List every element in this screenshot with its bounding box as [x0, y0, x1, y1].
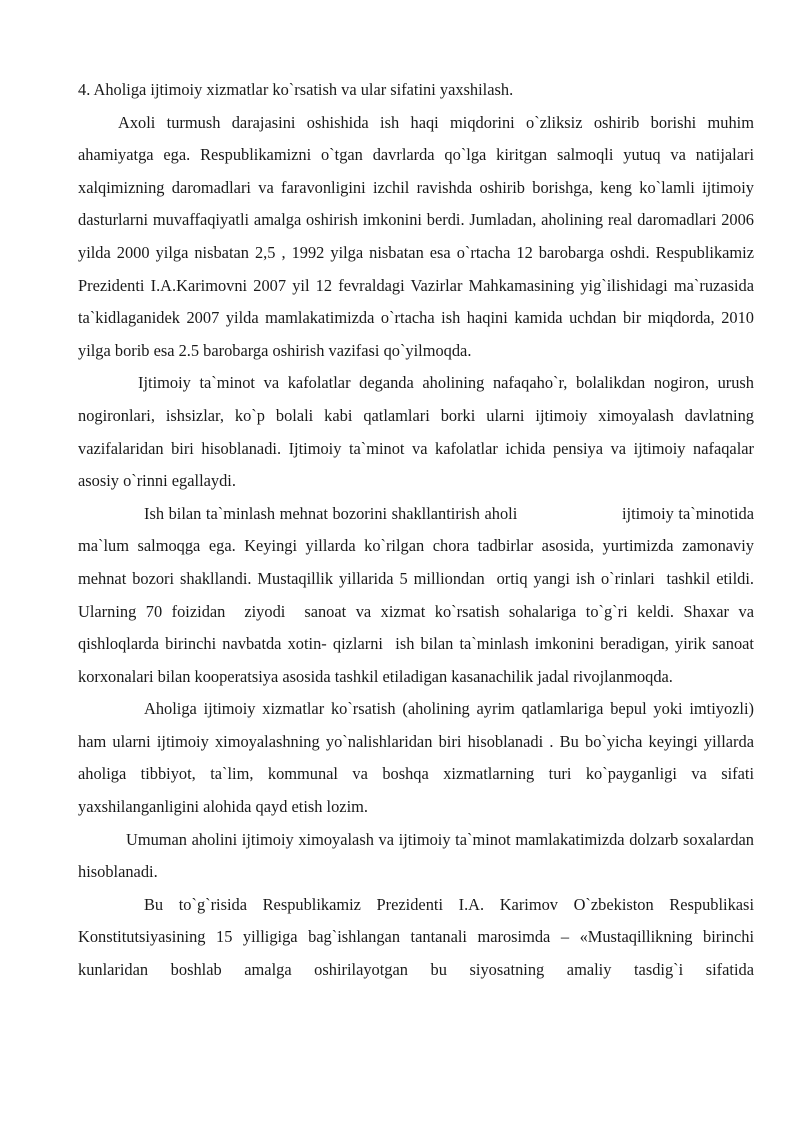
section-heading: 4. Aholiga ijtimoiy xizmatlar ko`rsatish va ular sifatini yaxshilash. — [78, 80, 514, 99]
document-page — [78, 74, 763, 987]
paragraph-employment: Ish bilan ta`minlash mehnat bozorini shakllantirish aholi ijtimoiy ta`minotida ma`lum salmoqga ega. Keyingi yillarda ko`rilgan chora tadbirlar asosida, yurtimizda zamonaviy mehnat bozori shakllandi. Mustaqillik yillarida 5 milliondan ortiq yangi ish o`rinlari tashkil etildi. Ularning 70 foizidan ziyodi sanoat va xizmat ko`rsatish sohalariga to`g`ri keldi. Shaxar va qishloqlarda birinchi navbatda xotin- qizlarni ish bilan ta`minlash imkonini beradigan, yirik sanoat korxonalari bilan kooperatsiya asosida tashkil etiladigan kasanachilik jadal rivojlanmoqda. — [78, 503, 763, 686]
paragraph-summary: Umuman aholini ijtimoiy ximoyalash va ijtimoiy ta`minot mamlakatimizda dolzarb soxalardan hisoblanadi. — [78, 829, 754, 882]
paragraph-social-services: Aholiga ijtimoiy xizmatlar ko`rsatish (aholining ayrim qatlamlariga bepul yoki imtiyozli) ham ularni ijtimoiy ximoyalashning yo`nalishlaridan biri hisoblanadi . Bu bo`yicha keyingi yillarda aholiga tibbiyot, ta`lim, kommunal va boshqa xizmatlarning turi ko`payganligi va sifati yaxshilanganligini alohida qayd etish lozim. — [78, 699, 754, 817]
paragraph-social-security: Ijtimoiy ta`minot va kafolatlar deganda aholining nafaqaho`r, bolalikdan nogiron, urush nogironlari, ishsizlar, ko`p bolali kabi qatlamlari borki ularni ijtimoiy ximoyalash davlatning vazifalaridan biri hisoblanadi. Ijtimoiy ta`minot va kafolatlar ichida pensiya va ijtimoiy nafaqalar asosiy o`rinni egallaydi. — [78, 373, 754, 491]
paragraph-president-quote: Bu to`g`risida Respublikamiz Prezidenti I.A. Karimov O`zbekiston Respublikasi Konstitutsiyasining 15 yilligiga bag`ishlangan tantanali marosimda – «Mustaqillikning birinchi kunlaridan boshlab amalga oshirilayotgan bu siyosatning amaliy tasdig`i sifatida — [78, 894, 754, 980]
paragraph-income-growth: Axoli turmush darajasini oshishida ish haqi miqdorini o`zliksiz oshirib borishi muhim ahamiyatga ega. Respublikamizni o`tgan davrlarda qo`lga kiritgan salmoqli yutuq va natijalari xalqimizning daromadlari va faravonligini izchil ravishda oshirib borishga, keng ko`lamli ijtimoiy dasturlarni muvaffaqiyatli amalga oshirish imkonini berdi. Jumladan, aholining real daromadlari 2006 yilda 2000 yilga nisbatan 2,5 , 1992 yilga nisbatan esa o`rtacha 12 barobarga oshdi. Respublikamiz Prezidenti I.A.Karimovni 2007 yil 12 fevraldagi Vazirlar Mahkamasining yig`ilishidagi ma`ruzasida ta`kidlaganidek 2007 yilda mamlakatimizda o`rtacha ish haqini kamida uchdan bir miqdorda, 2010 yilga borib esa 2.5 barobarga oshirish vazifasi qo`yilmoqda. — [78, 112, 754, 360]
